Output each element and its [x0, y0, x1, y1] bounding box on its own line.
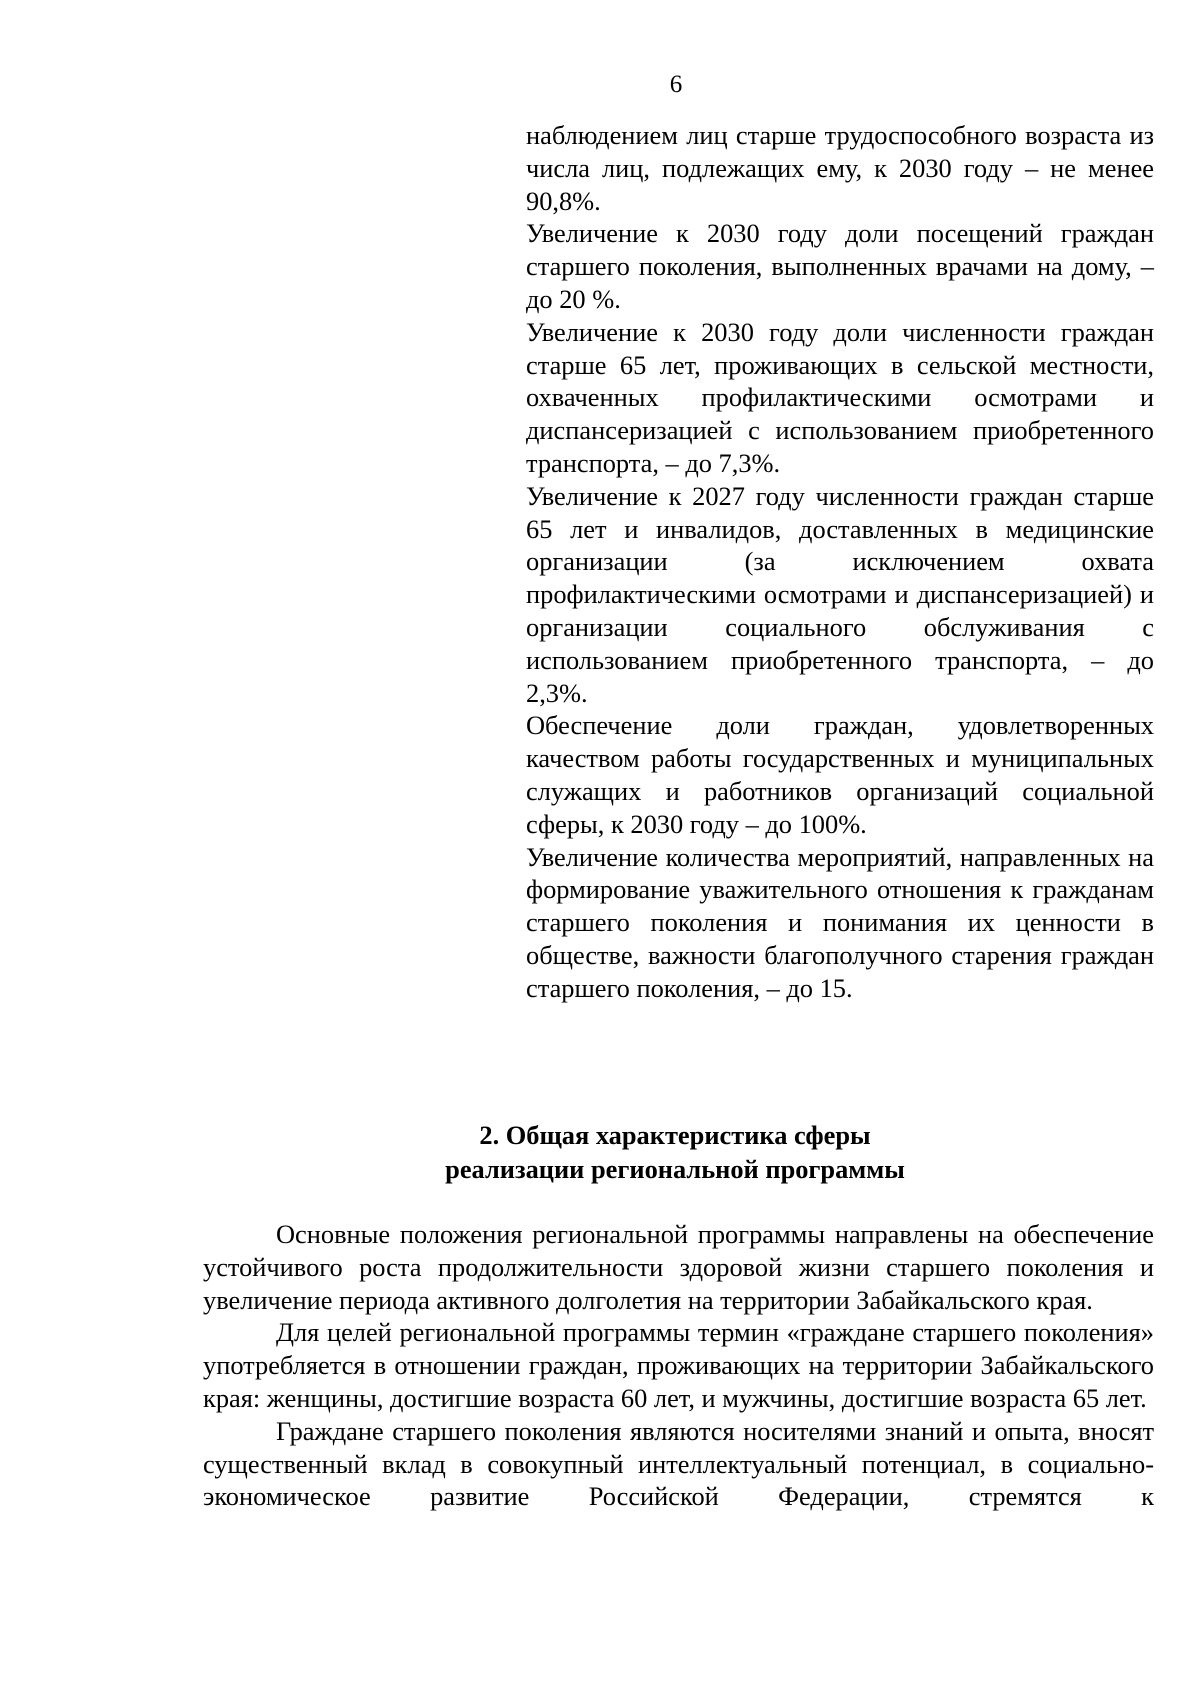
section-heading-line: 2. Общая характеристика сферы — [479, 1120, 871, 1150]
section-heading-line: реализации региональной программы — [445, 1154, 905, 1184]
section-heading — [0, 1118, 1200, 1186]
target-paragraph: наблюдением лиц старше трудоспособного возраста из числа лиц, подлежащих ему, к 2030 году – не менее 90,8%. — [526, 120, 1154, 216]
body-paragraph: Для целей региональной программы термин «граждане старшего поколения» употребляется в отношении граждан, проживающих на территории Забайкальского края: женщины, достигшие возраста 60 лет, и мужчины, достигшие возраста 65 лет. — [203, 1317, 1154, 1413]
target-indicators-column — [526, 119, 1154, 1005]
body-paragraph: Граждане старшего поколения являются носителями знаний и опыта, вносят существенный вклад в совокупный интеллектуальный потенциал, в социально-экономическое развитие Российской Федерации, стремятся к — [203, 1415, 1154, 1512]
target-paragraph: Увеличение к 2027 году численности граждан старше 65 лет и инвалидов, доставленных в медицинские организации (за исключением охвата профилактическими осмотрами и диспансеризацией) и организации социального обслуживания с использованием приобретенного транспорта, – до 2,3%. — [526, 480, 1154, 708]
target-paragraph: Увеличение к 2030 году доли посещений граждан старшего поколения, выполненных врачами на дому, – до 20 %. — [526, 218, 1154, 314]
page-number: 6 — [669, 71, 683, 98]
section-body — [203, 1218, 1154, 1513]
target-paragraph: Обеспечение доли граждан, удовлетворенных качеством работы государственных и муниципальных служащих и работников организаций социальной сферы, к 2030 году – до 100%. — [526, 710, 1154, 839]
target-paragraph: Увеличение количества мероприятий, направленных на формирование уважительного отношения к гражданам старшего поколения и понимания их ценности в обществе, важности благополучного старения граждан старшего поколения, – до 15. — [526, 841, 1154, 1003]
body-paragraph: Основные положения региональной программы направлены на обеспечение устойчивого роста продолжительности здоровой жизни старшего поколения и увеличение периода активного долголетия на территории Забайкальского края. — [203, 1219, 1154, 1315]
target-paragraph: Увеличение к 2030 году доли численности граждан старше 65 лет, проживающих в сельской местности, охваченных профилактическими осмотрами и диспансеризацией с использованием приобретенного транспорта, – до 7,3%. — [526, 316, 1154, 478]
